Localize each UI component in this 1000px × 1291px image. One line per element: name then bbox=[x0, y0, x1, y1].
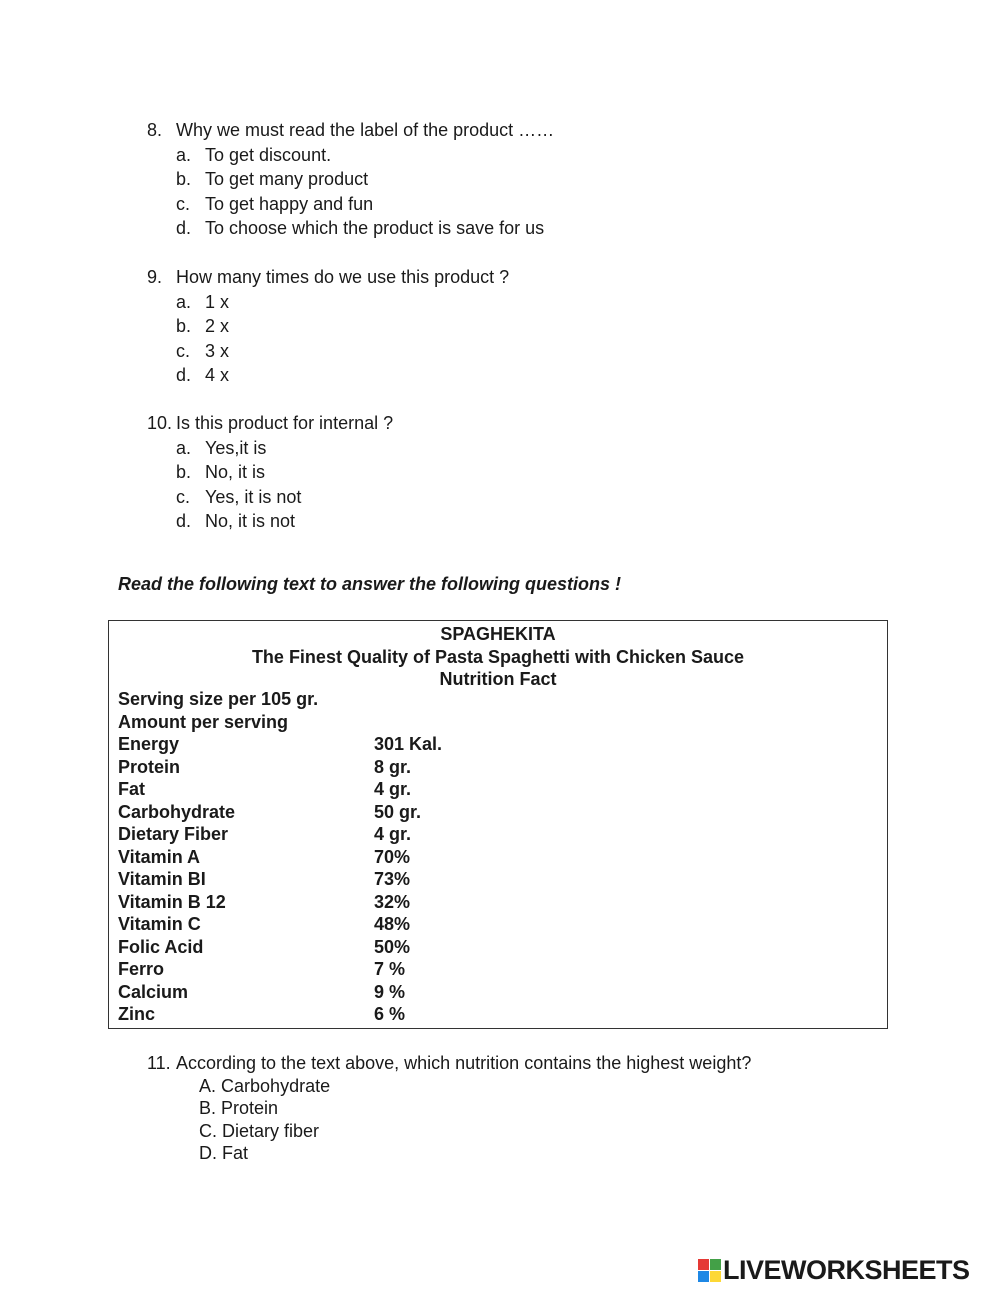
nutrition-facts-box bbox=[108, 620, 888, 1029]
nutrition-row bbox=[118, 936, 442, 959]
logo-block bbox=[698, 1259, 709, 1270]
option-letter: c. bbox=[176, 193, 191, 214]
nutrient-name: Ferro bbox=[118, 959, 165, 979]
option-text: To get happy and fun bbox=[205, 193, 374, 214]
options-list bbox=[176, 436, 393, 534]
option-item[interactable] bbox=[176, 485, 393, 510]
nutrient-value: 4 gr. bbox=[374, 824, 412, 844]
option-text: 1 x bbox=[205, 291, 230, 312]
question-number: 9. bbox=[147, 267, 163, 287]
option-item[interactable] bbox=[176, 314, 509, 339]
option-text: Carbohydrate bbox=[221, 1075, 331, 1096]
option-letter: d. bbox=[176, 218, 192, 238]
options-list bbox=[199, 1075, 751, 1165]
option-letter: b. bbox=[176, 169, 192, 189]
reading-instruction: Read the following text to answer the following questions ! bbox=[118, 574, 622, 594]
nutrient-value: 9 % bbox=[374, 981, 406, 1002]
option-letter: a. bbox=[176, 291, 192, 312]
option-letter: B. bbox=[199, 1098, 217, 1118]
question-9 bbox=[147, 265, 509, 388]
nutrient-value: 8 gr. bbox=[374, 756, 412, 777]
option-item[interactable] bbox=[176, 509, 393, 534]
brand-text: LIVEWORKSHEETS bbox=[723, 1255, 970, 1285]
option-item[interactable] bbox=[176, 143, 554, 168]
question-text: Why we must read the label of the product …… bbox=[176, 120, 555, 140]
option-text: 3 x bbox=[205, 340, 230, 361]
option-text: 2 x bbox=[205, 316, 230, 336]
nutrition-row bbox=[118, 756, 442, 779]
amount-per-serving: Amount per serving bbox=[118, 711, 289, 732]
nutrient-value: 50% bbox=[374, 936, 411, 957]
nutrient-name: Vitamin C bbox=[118, 914, 201, 934]
nutrient-name: Energy bbox=[118, 734, 180, 754]
nutrient-value: 7 % bbox=[374, 959, 406, 979]
nutrition-heading: Nutrition Fact bbox=[439, 669, 557, 689]
option-item[interactable] bbox=[199, 1142, 751, 1165]
nutrition-row bbox=[118, 778, 442, 801]
option-letter: A. bbox=[199, 1075, 217, 1096]
option-letter: c. bbox=[176, 486, 191, 507]
option-item[interactable] bbox=[199, 1120, 751, 1143]
product-subtitle: The Finest Quality of Pasta Spaghetti with Chicken Sauce bbox=[251, 646, 745, 667]
nutrient-name: Calcium bbox=[118, 981, 189, 1002]
nutrition-row bbox=[118, 801, 442, 824]
question-10 bbox=[147, 411, 393, 534]
option-item[interactable] bbox=[199, 1097, 751, 1120]
nutrient-value: 4 gr. bbox=[374, 779, 412, 799]
nutrition-row bbox=[118, 823, 442, 846]
option-text: Yes, it is not bbox=[205, 486, 302, 507]
liveworksheets-logo[interactable] bbox=[698, 1255, 970, 1286]
nutrition-row bbox=[118, 1003, 442, 1026]
nutrient-value: 6 % bbox=[374, 1004, 406, 1024]
nutrient-name: Dietary Fiber bbox=[118, 824, 229, 844]
nutrient-name: Vitamin B 12 bbox=[118, 891, 226, 912]
options-list bbox=[176, 143, 554, 241]
option-item[interactable] bbox=[176, 216, 554, 241]
option-item[interactable] bbox=[176, 460, 393, 485]
option-letter: d. bbox=[176, 365, 192, 385]
option-item[interactable] bbox=[176, 339, 509, 364]
nutrient-value: 73% bbox=[374, 869, 411, 889]
option-letter: b. bbox=[176, 462, 192, 482]
option-text: No, it is bbox=[205, 462, 266, 482]
option-item[interactable] bbox=[176, 290, 509, 315]
nutrient-name: Carbohydrate bbox=[118, 801, 236, 822]
nutrient-value: 48% bbox=[374, 914, 411, 934]
option-letter: d. bbox=[176, 511, 192, 531]
nutrient-name: Folic Acid bbox=[118, 936, 204, 957]
option-text: Yes,it is bbox=[205, 437, 267, 458]
question-number: 10. bbox=[147, 413, 173, 433]
option-text: To get many product bbox=[205, 169, 369, 189]
option-item[interactable] bbox=[176, 436, 393, 461]
nutrient-name: Vitamin A bbox=[118, 846, 201, 867]
nutrition-row bbox=[118, 846, 442, 869]
option-text: No, it is not bbox=[205, 511, 296, 531]
option-letter: c. bbox=[176, 340, 191, 361]
option-text: To choose which the product is save for us bbox=[205, 218, 545, 238]
nutrition-row bbox=[118, 733, 442, 756]
option-text: Fat bbox=[222, 1143, 249, 1163]
nutrient-name: Vitamin BI bbox=[118, 869, 206, 889]
option-text: Protein bbox=[221, 1098, 279, 1118]
logo-block bbox=[698, 1271, 709, 1282]
nutrition-row bbox=[118, 868, 442, 891]
option-letter: C. bbox=[199, 1120, 217, 1141]
logo-block bbox=[710, 1271, 721, 1282]
nutrition-list bbox=[118, 688, 442, 1026]
nutrition-row bbox=[118, 981, 442, 1004]
nutrient-value: 50 gr. bbox=[374, 801, 422, 822]
nutrient-name: Protein bbox=[118, 756, 181, 777]
option-item[interactable] bbox=[176, 167, 554, 192]
question-text: Is this product for internal ? bbox=[176, 413, 394, 433]
options-list bbox=[176, 290, 509, 388]
option-text: Dietary fiber bbox=[222, 1120, 320, 1141]
logo-block bbox=[710, 1259, 721, 1270]
question-text: According to the text above, which nutrition contains the highest weight? bbox=[176, 1053, 752, 1073]
nutrient-value: 70% bbox=[374, 846, 411, 867]
nutrient-value: 32% bbox=[374, 891, 411, 912]
product-brand: SPAGHEKITA bbox=[440, 624, 556, 644]
question-number: 8. bbox=[147, 120, 163, 140]
nutrition-row bbox=[118, 891, 442, 914]
nutrient-value: 301 Kal. bbox=[374, 734, 443, 754]
question-text: How many times do we use this product ? bbox=[176, 267, 510, 287]
logo-blocks-icon bbox=[698, 1259, 721, 1282]
option-item[interactable] bbox=[176, 363, 509, 388]
option-letter: a. bbox=[176, 144, 192, 165]
nutrition-row bbox=[118, 958, 442, 981]
question-number: 11. bbox=[147, 1053, 171, 1073]
option-letter: D. bbox=[199, 1143, 217, 1163]
option-text: To get discount. bbox=[205, 144, 332, 165]
option-letter: a. bbox=[176, 437, 192, 458]
nutrient-name: Fat bbox=[118, 779, 145, 799]
question-8 bbox=[147, 118, 554, 241]
option-item[interactable] bbox=[199, 1075, 751, 1098]
option-letter: b. bbox=[176, 316, 192, 336]
question-11 bbox=[147, 1052, 751, 1165]
option-text: 4 x bbox=[205, 365, 230, 385]
serving-size: Serving size per 105 gr. bbox=[118, 689, 319, 709]
option-item[interactable] bbox=[176, 192, 554, 217]
nutrition-row bbox=[118, 913, 442, 936]
nutrient-name: Zinc bbox=[118, 1004, 156, 1024]
